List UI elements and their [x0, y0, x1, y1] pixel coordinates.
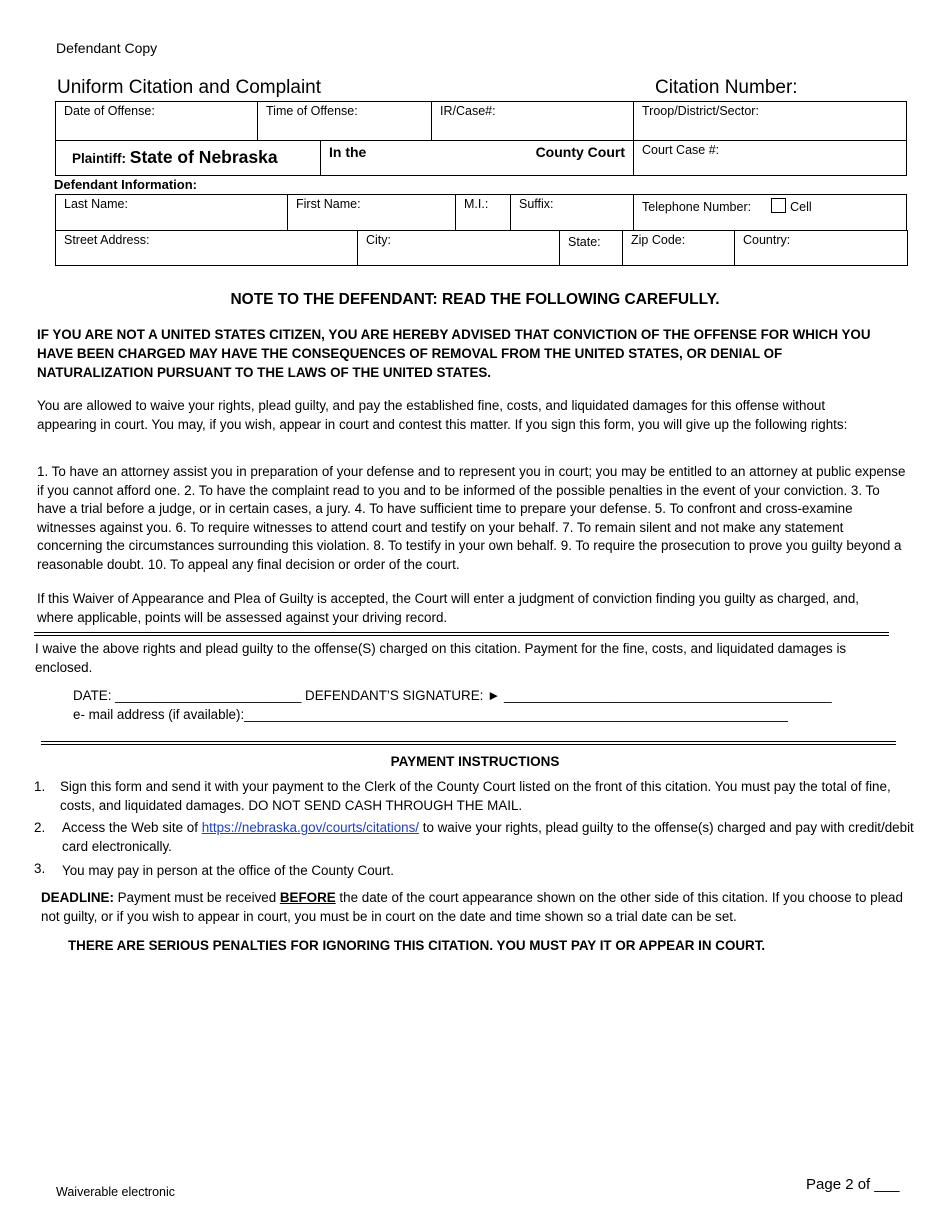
telephone-field[interactable] [633, 194, 907, 231]
telephone-label: Telephone Number: [642, 200, 752, 214]
country-field[interactable] [734, 230, 908, 266]
payment-heading: PAYMENT INSTRUCTIONS [390, 754, 560, 769]
zip-code-label: Zip Code: [631, 233, 686, 247]
waiver-statement: I waive the above rights and plead guilty to the offense(S) charged on this citation. Payment for the fine, costs, and liquidated damages is enclosed. [35, 641, 847, 675]
footer-form-id: Waiverable electronic [56, 1185, 176, 1199]
payment-item: You may pay in person at the office of the County Court. [62, 863, 394, 878]
plaintiff [72, 147, 278, 168]
suffix-field[interactable] [510, 194, 634, 231]
defendant-info-heading: Defendant Information: [54, 177, 197, 192]
mi-field[interactable] [455, 194, 511, 231]
mi-label: M.I.: [464, 197, 489, 211]
ir-case-field[interactable] [431, 101, 634, 141]
citations-website-link[interactable]: https://nebraska.gov/courts/citations/ [201, 820, 420, 835]
divider [41, 741, 896, 745]
in-the-label: In the [329, 144, 367, 160]
waive-intro: You are allowed to waive your rights, plead guilty, and pay the established fine, costs, and liquidated damages for this offense without appearing in court. You may, if you wish, appear in court and contest this matter. If you sign this form, you will give up the following rights: [37, 398, 848, 432]
payment-item: Sign this form and send it with your payment to the Clerk of the County Court listed on the front of this citation. You must pay the total of fine, costs, and liquidated damages. DO NOT SEND CASH THROUGH THE MAIL. [60, 779, 891, 813]
divider [34, 632, 889, 636]
deadline-before: BEFORE [279, 890, 336, 905]
deadline-label: DEADLINE: [41, 890, 114, 905]
state-field[interactable] [559, 230, 623, 266]
country-label: Country: [743, 233, 791, 247]
payment-item-number: 3. [34, 861, 46, 876]
time-of-offense-field[interactable] [257, 101, 432, 141]
plaintiff-value: State of Nebraska [129, 147, 278, 167]
date-of-offense-label: Date of Offense: [64, 104, 155, 118]
email-line[interactable]: e- mail address (if available):_________________________________________________________________________ [73, 707, 788, 722]
county-court-field[interactable] [320, 140, 634, 176]
troop-district-field[interactable] [633, 101, 907, 141]
cell-checkbox[interactable] [771, 198, 786, 213]
payment-item-post: to waive your rights, plead guilty to the offense(s) charged and pay with credit/debit card electronically. [62, 820, 914, 854]
payment-item [62, 819, 922, 856]
court-case-field[interactable] [633, 140, 907, 176]
copy-label: Defendant Copy [56, 40, 158, 56]
time-of-offense-label: Time of Offense: [266, 104, 358, 118]
state-label: State: [568, 235, 601, 249]
signature-line[interactable]: DATE: _________________________ DEFENDANT’S SIGNATURE: ► ____________________________________________ [73, 688, 832, 703]
troop-district-label: Troop/District/Sector: [642, 104, 759, 118]
penalty-warning: THERE ARE SERIOUS PENALTIES FOR IGNORING THIS CITATION. YOU MUST PAY IT OR APPEAR IN COURT. [68, 938, 766, 953]
rights-list: 1. To have an attorney assist you in preparation of your defense and to represent you in court; you may be entitled to an attorney at public expense if you cannot afford one. 2. To have the complaint read to you and to be informed of the possible penalties in the event of your conviction. 3. To have a trial before a judge, or in certain cases, a jury. 4. To have sufficient time to prepare your defense. 5. To confront and cross-examine witnesses against you. 6. To require witnesses to attend court and testify on your behalf. 7. To remain silent and not make any statement concerning the circumstances surrounding this violation. 8. To testify in your own behalf. 9. To require the prosecution to prove you guilty beyond a reasonable doubt. 10. To appeal any final decision or order of the court. [37, 464, 906, 572]
cell-label: Cell [790, 200, 812, 214]
citizenship-warning: IF YOU ARE NOT A UNITED STATES CITIZEN, YOU ARE HEREBY ADVISED THAT CONVICTION OF THE OFFENSE FOR WHICH YOU HAVE BEEN CHARGED MAY HAVE THE CONSEQUENCES OF REMOVAL FROM THE UNITED STATES, OR DENIAL OF NATURALIZATION PURSUANT TO THE LAWS OF THE UNITED STATES. [37, 327, 871, 380]
deadline-pre: Payment must be received [113, 890, 280, 905]
citation-number-label: Citation Number: [655, 77, 798, 98]
date-of-offense-field[interactable] [55, 101, 258, 141]
city-field[interactable] [357, 230, 560, 266]
last-name-label: Last Name: [64, 197, 128, 211]
court-case-label: Court Case #: [642, 143, 720, 157]
plaintiff-label: Plaintiff: [72, 151, 126, 166]
telephone-row [642, 198, 812, 214]
payment-item-number: 2. [34, 820, 46, 835]
last-name-field[interactable] [55, 194, 288, 231]
acceptance-paragraph: If this Waiver of Appearance and Plea of Guilty is accepted, the Court will enter a judgment of conviction finding you guilty as charged, and, where applicable, points will be assessed against your driving record. [37, 591, 860, 625]
deadline-post: the date of the court appearance shown on the other side of this citation. If you choose to plead not guilty, or if you wish to appear in court, you must be in court on the date and time shown so a trial date can be set. [41, 890, 903, 924]
page-number: Page 2 of ___ [806, 1176, 900, 1193]
payment-item-pre: Access the Web site of [62, 820, 202, 835]
note-heading: NOTE TO THE DEFENDANT: READ THE FOLLOWING CAREFULLY. [230, 291, 720, 308]
street-address-field[interactable] [55, 230, 358, 266]
ir-case-label: IR/Case#: [440, 104, 496, 118]
county-court-label: County Court [535, 144, 625, 160]
first-name-label: First Name: [296, 197, 361, 211]
form-title: Uniform Citation and Complaint [57, 77, 322, 98]
zip-code-field[interactable] [622, 230, 735, 266]
first-name-field[interactable] [287, 194, 456, 231]
deadline-paragraph [41, 889, 906, 926]
street-address-label: Street Address: [64, 233, 150, 247]
plaintiff-cell [55, 140, 321, 176]
suffix-label: Suffix: [519, 197, 554, 211]
payment-item-number: 1. [34, 779, 46, 794]
city-label: City: [366, 233, 391, 247]
